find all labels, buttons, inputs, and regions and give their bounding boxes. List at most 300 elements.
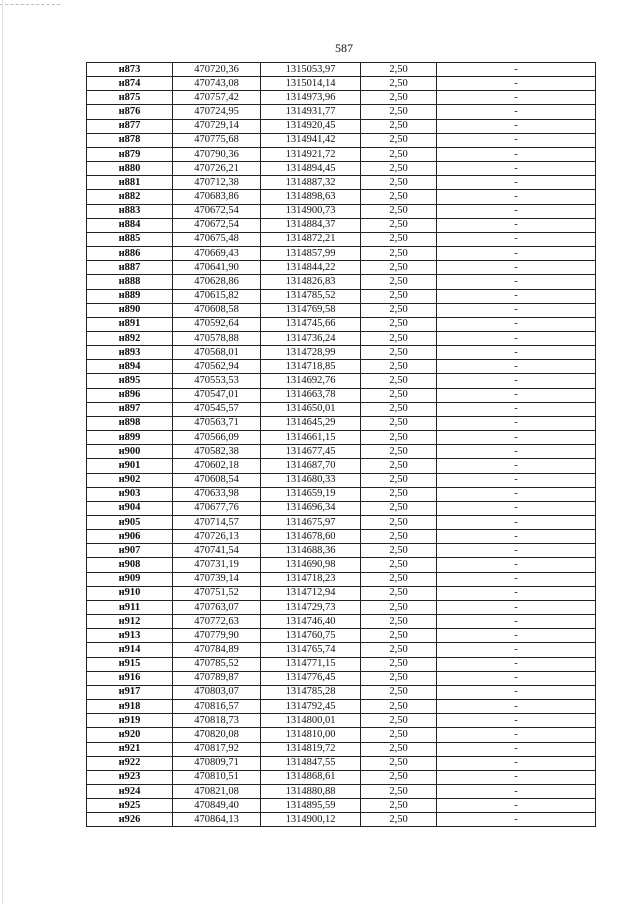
note-cell: - bbox=[437, 176, 596, 190]
note-cell: - bbox=[437, 501, 596, 515]
point-id-cell: н888 bbox=[87, 275, 173, 289]
table-row bbox=[87, 133, 596, 147]
table-row bbox=[87, 799, 596, 813]
x-coordinate-cell: 470729,14 bbox=[173, 119, 261, 133]
point-id-cell: н882 bbox=[87, 190, 173, 204]
y-coordinate-cell: 1314650,01 bbox=[261, 402, 361, 416]
x-coordinate-cell: 470785,52 bbox=[173, 657, 261, 671]
point-id-cell: н883 bbox=[87, 204, 173, 218]
y-coordinate-cell: 1314680,33 bbox=[261, 473, 361, 487]
point-id-cell: н921 bbox=[87, 742, 173, 756]
y-coordinate-cell: 1315053,97 bbox=[261, 63, 361, 77]
note-cell: - bbox=[437, 784, 596, 798]
y-coordinate-cell: 1314868,61 bbox=[261, 770, 361, 784]
x-coordinate-cell: 470790,36 bbox=[173, 147, 261, 161]
y-coordinate-cell: 1314973,96 bbox=[261, 91, 361, 105]
point-id-cell: н874 bbox=[87, 77, 173, 91]
point-id-cell: н881 bbox=[87, 176, 173, 190]
y-coordinate-cell: 1314887,32 bbox=[261, 176, 361, 190]
note-cell: - bbox=[437, 247, 596, 261]
x-coordinate-cell: 470677,76 bbox=[173, 501, 261, 515]
y-coordinate-cell: 1314884,37 bbox=[261, 218, 361, 232]
accuracy-cell: 2,50 bbox=[361, 275, 437, 289]
x-coordinate-cell: 470743,08 bbox=[173, 77, 261, 91]
point-id-cell: н926 bbox=[87, 813, 173, 827]
point-id-cell: н900 bbox=[87, 445, 173, 459]
note-cell: - bbox=[437, 714, 596, 728]
x-coordinate-cell: 470821,08 bbox=[173, 784, 261, 798]
table-row bbox=[87, 360, 596, 374]
point-id-cell: н904 bbox=[87, 501, 173, 515]
table-row bbox=[87, 232, 596, 246]
accuracy-cell: 2,50 bbox=[361, 431, 437, 445]
note-cell: - bbox=[437, 388, 596, 402]
accuracy-cell: 2,50 bbox=[361, 516, 437, 530]
accuracy-cell: 2,50 bbox=[361, 176, 437, 190]
accuracy-cell: 2,50 bbox=[361, 501, 437, 515]
note-cell: - bbox=[437, 799, 596, 813]
table-row bbox=[87, 402, 596, 416]
y-coordinate-cell: 1315014,14 bbox=[261, 77, 361, 91]
y-coordinate-cell: 1314688,36 bbox=[261, 544, 361, 558]
x-coordinate-cell: 470602,18 bbox=[173, 459, 261, 473]
table-row bbox=[87, 516, 596, 530]
table-row bbox=[87, 416, 596, 430]
point-id-cell: н907 bbox=[87, 544, 173, 558]
x-coordinate-cell: 470803,07 bbox=[173, 685, 261, 699]
note-cell: - bbox=[437, 558, 596, 572]
point-id-cell: н876 bbox=[87, 105, 173, 119]
x-coordinate-cell: 470726,13 bbox=[173, 530, 261, 544]
y-coordinate-cell: 1314920,45 bbox=[261, 119, 361, 133]
accuracy-cell: 2,50 bbox=[361, 544, 437, 558]
x-coordinate-cell: 470818,73 bbox=[173, 714, 261, 728]
note-cell: - bbox=[437, 346, 596, 360]
note-cell: - bbox=[437, 77, 596, 91]
y-coordinate-cell: 1314826,83 bbox=[261, 275, 361, 289]
note-cell: - bbox=[437, 671, 596, 685]
point-id-cell: н891 bbox=[87, 317, 173, 331]
x-coordinate-cell: 470775,68 bbox=[173, 133, 261, 147]
note-cell: - bbox=[437, 289, 596, 303]
note-cell: - bbox=[437, 544, 596, 558]
point-id-cell: н880 bbox=[87, 162, 173, 176]
x-coordinate-cell: 470672,54 bbox=[173, 218, 261, 232]
accuracy-cell: 2,50 bbox=[361, 643, 437, 657]
table-row bbox=[87, 77, 596, 91]
y-coordinate-cell: 1314718,23 bbox=[261, 572, 361, 586]
accuracy-cell: 2,50 bbox=[361, 346, 437, 360]
table-row bbox=[87, 473, 596, 487]
note-cell: - bbox=[437, 487, 596, 501]
x-coordinate-cell: 470731,19 bbox=[173, 558, 261, 572]
x-coordinate-cell: 470779,90 bbox=[173, 629, 261, 643]
y-coordinate-cell: 1314760,75 bbox=[261, 629, 361, 643]
point-id-cell: н897 bbox=[87, 402, 173, 416]
y-coordinate-cell: 1314844,22 bbox=[261, 261, 361, 275]
y-coordinate-cell: 1314663,78 bbox=[261, 388, 361, 402]
accuracy-cell: 2,50 bbox=[361, 374, 437, 388]
scan-edge-line bbox=[2, 0, 3, 905]
point-id-cell: н892 bbox=[87, 331, 173, 345]
accuracy-cell: 2,50 bbox=[361, 700, 437, 714]
accuracy-cell: 2,50 bbox=[361, 204, 437, 218]
x-coordinate-cell: 470789,87 bbox=[173, 671, 261, 685]
y-coordinate-cell: 1314645,29 bbox=[261, 416, 361, 430]
x-coordinate-cell: 470615,82 bbox=[173, 289, 261, 303]
note-cell: - bbox=[437, 317, 596, 331]
y-coordinate-cell: 1314900,12 bbox=[261, 813, 361, 827]
accuracy-cell: 2,50 bbox=[361, 360, 437, 374]
point-id-cell: н873 bbox=[87, 63, 173, 77]
y-coordinate-cell: 1314677,45 bbox=[261, 445, 361, 459]
note-cell: - bbox=[437, 586, 596, 600]
point-id-cell: н887 bbox=[87, 261, 173, 275]
note-cell: - bbox=[437, 133, 596, 147]
table-row bbox=[87, 530, 596, 544]
note-cell: - bbox=[437, 416, 596, 430]
y-coordinate-cell: 1314894,45 bbox=[261, 162, 361, 176]
point-id-cell: н889 bbox=[87, 289, 173, 303]
x-coordinate-cell: 470720,36 bbox=[173, 63, 261, 77]
x-coordinate-cell: 470669,43 bbox=[173, 247, 261, 261]
accuracy-cell: 2,50 bbox=[361, 162, 437, 176]
point-id-cell: н898 bbox=[87, 416, 173, 430]
note-cell: - bbox=[437, 813, 596, 827]
table-row bbox=[87, 728, 596, 742]
accuracy-cell: 2,50 bbox=[361, 261, 437, 275]
note-cell: - bbox=[437, 629, 596, 643]
table-row bbox=[87, 657, 596, 671]
table-row bbox=[87, 671, 596, 685]
y-coordinate-cell: 1314746,40 bbox=[261, 615, 361, 629]
table-row bbox=[87, 643, 596, 657]
note-cell: - bbox=[437, 218, 596, 232]
table-row bbox=[87, 685, 596, 699]
accuracy-cell: 2,50 bbox=[361, 572, 437, 586]
y-coordinate-cell: 1314857,99 bbox=[261, 247, 361, 261]
accuracy-cell: 2,50 bbox=[361, 445, 437, 459]
table-row bbox=[87, 190, 596, 204]
x-coordinate-cell: 470553,53 bbox=[173, 374, 261, 388]
accuracy-cell: 2,50 bbox=[361, 119, 437, 133]
point-id-cell: н924 bbox=[87, 784, 173, 798]
y-coordinate-cell: 1314800,01 bbox=[261, 714, 361, 728]
x-coordinate-cell: 470672,54 bbox=[173, 204, 261, 218]
x-coordinate-cell: 470724,95 bbox=[173, 105, 261, 119]
note-cell: - bbox=[437, 473, 596, 487]
note-cell: - bbox=[437, 600, 596, 614]
x-coordinate-cell: 470683,86 bbox=[173, 190, 261, 204]
x-coordinate-cell: 470809,71 bbox=[173, 756, 261, 770]
y-coordinate-cell: 1314880,88 bbox=[261, 784, 361, 798]
x-coordinate-cell: 470772,63 bbox=[173, 615, 261, 629]
note-cell: - bbox=[437, 756, 596, 770]
x-coordinate-cell: 470566,09 bbox=[173, 431, 261, 445]
note-cell: - bbox=[437, 374, 596, 388]
x-coordinate-cell: 470784,89 bbox=[173, 643, 261, 657]
x-coordinate-cell: 470820,08 bbox=[173, 728, 261, 742]
accuracy-cell: 2,50 bbox=[361, 232, 437, 246]
x-coordinate-cell: 470817,92 bbox=[173, 742, 261, 756]
table-row bbox=[87, 572, 596, 586]
y-coordinate-cell: 1314898,63 bbox=[261, 190, 361, 204]
point-id-cell: н919 bbox=[87, 714, 173, 728]
y-coordinate-cell: 1314769,58 bbox=[261, 303, 361, 317]
note-cell: - bbox=[437, 162, 596, 176]
y-coordinate-cell: 1314895,59 bbox=[261, 799, 361, 813]
accuracy-cell: 2,50 bbox=[361, 147, 437, 161]
point-id-cell: н901 bbox=[87, 459, 173, 473]
x-coordinate-cell: 470810,51 bbox=[173, 770, 261, 784]
coordinates-table-body bbox=[87, 63, 596, 827]
x-coordinate-cell: 470739,14 bbox=[173, 572, 261, 586]
note-cell: - bbox=[437, 204, 596, 218]
y-coordinate-cell: 1314687,70 bbox=[261, 459, 361, 473]
table-row bbox=[87, 600, 596, 614]
x-coordinate-cell: 470712,38 bbox=[173, 176, 261, 190]
x-coordinate-cell: 470751,52 bbox=[173, 586, 261, 600]
table-row bbox=[87, 784, 596, 798]
table-row bbox=[87, 586, 596, 600]
x-coordinate-cell: 470563,71 bbox=[173, 416, 261, 430]
point-id-cell: н914 bbox=[87, 643, 173, 657]
table-row bbox=[87, 105, 596, 119]
accuracy-cell: 2,50 bbox=[361, 728, 437, 742]
note-cell: - bbox=[437, 232, 596, 246]
x-coordinate-cell: 470608,58 bbox=[173, 303, 261, 317]
table-row bbox=[87, 204, 596, 218]
point-id-cell: н913 bbox=[87, 629, 173, 643]
note-cell: - bbox=[437, 331, 596, 345]
x-coordinate-cell: 470568,01 bbox=[173, 346, 261, 360]
x-coordinate-cell: 470562,94 bbox=[173, 360, 261, 374]
x-coordinate-cell: 470628,86 bbox=[173, 275, 261, 289]
table-row bbox=[87, 374, 596, 388]
point-id-cell: н902 bbox=[87, 473, 173, 487]
table-row bbox=[87, 346, 596, 360]
x-coordinate-cell: 470741,54 bbox=[173, 544, 261, 558]
note-cell: - bbox=[437, 303, 596, 317]
table-row bbox=[87, 162, 596, 176]
note-cell: - bbox=[437, 770, 596, 784]
table-row bbox=[87, 275, 596, 289]
accuracy-cell: 2,50 bbox=[361, 459, 437, 473]
point-id-cell: н884 bbox=[87, 218, 173, 232]
accuracy-cell: 2,50 bbox=[361, 402, 437, 416]
note-cell: - bbox=[437, 728, 596, 742]
point-id-cell: н895 bbox=[87, 374, 173, 388]
table-row bbox=[87, 501, 596, 515]
x-coordinate-cell: 470714,57 bbox=[173, 516, 261, 530]
table-row bbox=[87, 176, 596, 190]
note-cell: - bbox=[437, 459, 596, 473]
y-coordinate-cell: 1314678,60 bbox=[261, 530, 361, 544]
point-id-cell: н893 bbox=[87, 346, 173, 360]
y-coordinate-cell: 1314728,99 bbox=[261, 346, 361, 360]
point-id-cell: н875 bbox=[87, 91, 173, 105]
point-id-cell: н906 bbox=[87, 530, 173, 544]
y-coordinate-cell: 1314819,72 bbox=[261, 742, 361, 756]
y-coordinate-cell: 1314941,42 bbox=[261, 133, 361, 147]
accuracy-cell: 2,50 bbox=[361, 629, 437, 643]
point-id-cell: н894 bbox=[87, 360, 173, 374]
note-cell: - bbox=[437, 119, 596, 133]
scan-edge-mark bbox=[0, 4, 60, 5]
accuracy-cell: 2,50 bbox=[361, 487, 437, 501]
note-cell: - bbox=[437, 147, 596, 161]
accuracy-cell: 2,50 bbox=[361, 742, 437, 756]
table-row bbox=[87, 303, 596, 317]
point-id-cell: н903 bbox=[87, 487, 173, 501]
note-cell: - bbox=[437, 431, 596, 445]
accuracy-cell: 2,50 bbox=[361, 558, 437, 572]
note-cell: - bbox=[437, 91, 596, 105]
point-id-cell: н877 bbox=[87, 119, 173, 133]
y-coordinate-cell: 1314718,85 bbox=[261, 360, 361, 374]
x-coordinate-cell: 470849,40 bbox=[173, 799, 261, 813]
y-coordinate-cell: 1314771,15 bbox=[261, 657, 361, 671]
y-coordinate-cell: 1314792,45 bbox=[261, 700, 361, 714]
note-cell: - bbox=[437, 742, 596, 756]
accuracy-cell: 2,50 bbox=[361, 756, 437, 770]
accuracy-cell: 2,50 bbox=[361, 317, 437, 331]
y-coordinate-cell: 1314659,19 bbox=[261, 487, 361, 501]
table-row bbox=[87, 813, 596, 827]
accuracy-cell: 2,50 bbox=[361, 799, 437, 813]
x-coordinate-cell: 470633,98 bbox=[173, 487, 261, 501]
table-row bbox=[87, 218, 596, 232]
point-id-cell: н916 bbox=[87, 671, 173, 685]
table-row bbox=[87, 91, 596, 105]
y-coordinate-cell: 1314692,76 bbox=[261, 374, 361, 388]
y-coordinate-cell: 1314675,97 bbox=[261, 516, 361, 530]
accuracy-cell: 2,50 bbox=[361, 586, 437, 600]
point-id-cell: н886 bbox=[87, 247, 173, 261]
point-id-cell: н905 bbox=[87, 516, 173, 530]
y-coordinate-cell: 1314729,73 bbox=[261, 600, 361, 614]
point-id-cell: н918 bbox=[87, 700, 173, 714]
table-row bbox=[87, 331, 596, 345]
note-cell: - bbox=[437, 615, 596, 629]
x-coordinate-cell: 470592,64 bbox=[173, 317, 261, 331]
point-id-cell: н890 bbox=[87, 303, 173, 317]
table-row bbox=[87, 261, 596, 275]
y-coordinate-cell: 1314847,55 bbox=[261, 756, 361, 770]
accuracy-cell: 2,50 bbox=[361, 77, 437, 91]
x-coordinate-cell: 470608,54 bbox=[173, 473, 261, 487]
accuracy-cell: 2,50 bbox=[361, 416, 437, 430]
x-coordinate-cell: 470547,01 bbox=[173, 388, 261, 402]
note-cell: - bbox=[437, 657, 596, 671]
accuracy-cell: 2,50 bbox=[361, 685, 437, 699]
table-row bbox=[87, 558, 596, 572]
y-coordinate-cell: 1314776,45 bbox=[261, 671, 361, 685]
x-coordinate-cell: 470726,21 bbox=[173, 162, 261, 176]
note-cell: - bbox=[437, 275, 596, 289]
point-id-cell: н923 bbox=[87, 770, 173, 784]
table-row bbox=[87, 629, 596, 643]
note-cell: - bbox=[437, 445, 596, 459]
table-row bbox=[87, 756, 596, 770]
point-id-cell: н908 bbox=[87, 558, 173, 572]
note-cell: - bbox=[437, 105, 596, 119]
point-id-cell: н885 bbox=[87, 232, 173, 246]
accuracy-cell: 2,50 bbox=[361, 657, 437, 671]
table-row bbox=[87, 63, 596, 77]
accuracy-cell: 2,50 bbox=[361, 530, 437, 544]
coordinates-table bbox=[86, 62, 596, 827]
y-coordinate-cell: 1314810,00 bbox=[261, 728, 361, 742]
table-row bbox=[87, 459, 596, 473]
y-coordinate-cell: 1314690,98 bbox=[261, 558, 361, 572]
point-id-cell: н917 bbox=[87, 685, 173, 699]
x-coordinate-cell: 470641,90 bbox=[173, 261, 261, 275]
accuracy-cell: 2,50 bbox=[361, 105, 437, 119]
table-row bbox=[87, 147, 596, 161]
y-coordinate-cell: 1314661,15 bbox=[261, 431, 361, 445]
accuracy-cell: 2,50 bbox=[361, 218, 437, 232]
x-coordinate-cell: 470578,88 bbox=[173, 331, 261, 345]
x-coordinate-cell: 470675,48 bbox=[173, 232, 261, 246]
y-coordinate-cell: 1314872,21 bbox=[261, 232, 361, 246]
accuracy-cell: 2,50 bbox=[361, 289, 437, 303]
note-cell: - bbox=[437, 261, 596, 275]
accuracy-cell: 2,50 bbox=[361, 714, 437, 728]
note-cell: - bbox=[437, 63, 596, 77]
accuracy-cell: 2,50 bbox=[361, 303, 437, 317]
accuracy-cell: 2,50 bbox=[361, 133, 437, 147]
accuracy-cell: 2,50 bbox=[361, 190, 437, 204]
note-cell: - bbox=[437, 572, 596, 586]
x-coordinate-cell: 470545,57 bbox=[173, 402, 261, 416]
note-cell: - bbox=[437, 685, 596, 699]
table-row bbox=[87, 431, 596, 445]
point-id-cell: н920 bbox=[87, 728, 173, 742]
accuracy-cell: 2,50 bbox=[361, 331, 437, 345]
accuracy-cell: 2,50 bbox=[361, 671, 437, 685]
point-id-cell: н879 bbox=[87, 147, 173, 161]
table-row bbox=[87, 770, 596, 784]
point-id-cell: н878 bbox=[87, 133, 173, 147]
accuracy-cell: 2,50 bbox=[361, 615, 437, 629]
point-id-cell: н915 bbox=[87, 657, 173, 671]
table-row bbox=[87, 445, 596, 459]
y-coordinate-cell: 1314736,24 bbox=[261, 331, 361, 345]
accuracy-cell: 2,50 bbox=[361, 388, 437, 402]
point-id-cell: н911 bbox=[87, 600, 173, 614]
table-row bbox=[87, 615, 596, 629]
y-coordinate-cell: 1314785,52 bbox=[261, 289, 361, 303]
accuracy-cell: 2,50 bbox=[361, 770, 437, 784]
table-row bbox=[87, 487, 596, 501]
table-row bbox=[87, 317, 596, 331]
y-coordinate-cell: 1314900,73 bbox=[261, 204, 361, 218]
table-row bbox=[87, 700, 596, 714]
note-cell: - bbox=[437, 700, 596, 714]
page-number: 587 bbox=[335, 41, 353, 55]
table-row bbox=[87, 742, 596, 756]
y-coordinate-cell: 1314921,72 bbox=[261, 147, 361, 161]
table-row bbox=[87, 289, 596, 303]
note-cell: - bbox=[437, 516, 596, 530]
point-id-cell: н910 bbox=[87, 586, 173, 600]
y-coordinate-cell: 1314745,66 bbox=[261, 317, 361, 331]
table-row bbox=[87, 388, 596, 402]
y-coordinate-cell: 1314931,77 bbox=[261, 105, 361, 119]
y-coordinate-cell: 1314712,94 bbox=[261, 586, 361, 600]
point-id-cell: н896 bbox=[87, 388, 173, 402]
